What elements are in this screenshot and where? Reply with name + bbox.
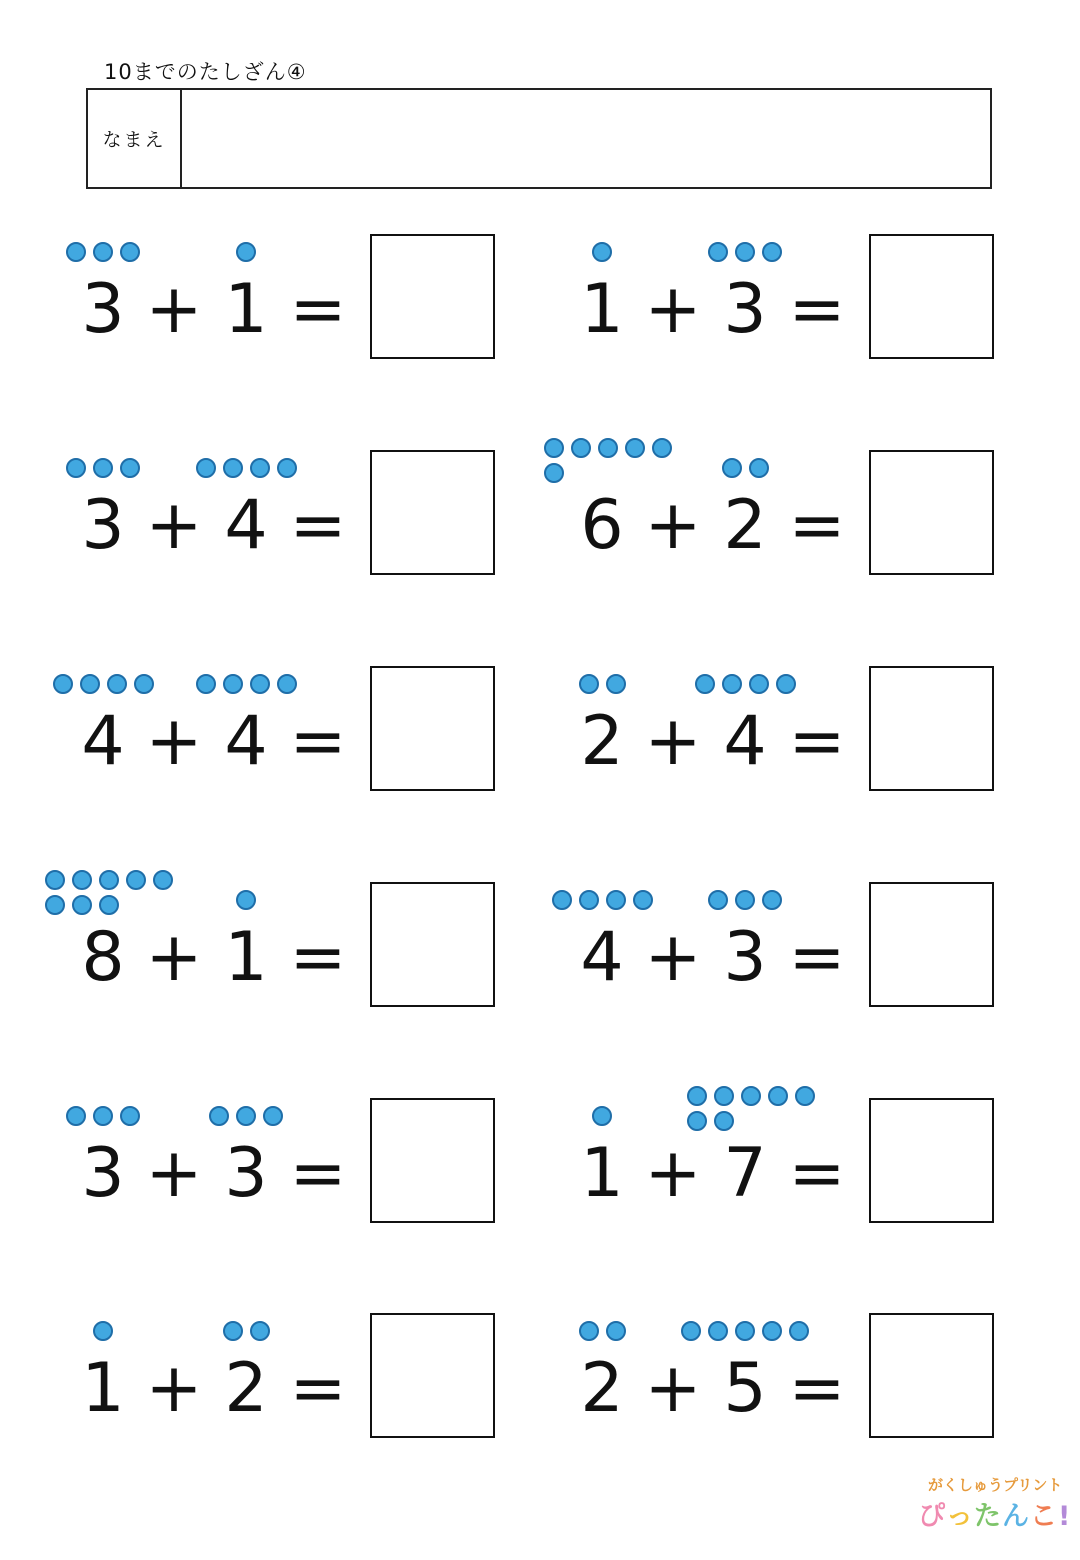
problem-2 xyxy=(559,220,1019,370)
problem-10 xyxy=(559,1084,1019,1234)
equals-sign: = xyxy=(289,270,347,349)
counting-dot xyxy=(735,1321,755,1341)
addend-b: 3 xyxy=(224,1134,268,1213)
plus-sign: + xyxy=(145,918,203,997)
addend-b: 2 xyxy=(723,486,767,565)
problem-5 xyxy=(60,652,520,802)
counting-dot xyxy=(263,1106,283,1126)
counting-dot xyxy=(571,438,591,458)
counting-dot xyxy=(236,1106,256,1126)
counting-dot xyxy=(592,1106,612,1126)
counting-dot xyxy=(250,674,270,694)
counting-dot xyxy=(153,870,173,890)
counting-dot xyxy=(45,895,65,915)
plus-sign: + xyxy=(145,486,203,565)
counting-dot xyxy=(80,674,100,694)
counting-dot xyxy=(708,1321,728,1341)
logo-char: こ xyxy=(1030,1501,1058,1532)
equals-sign: = xyxy=(788,1349,846,1428)
addend-a: 3 xyxy=(81,270,125,349)
counting-dot xyxy=(107,674,127,694)
equals-sign: = xyxy=(788,270,846,349)
addend-a: 1 xyxy=(580,1134,624,1213)
plus-sign: + xyxy=(145,270,203,349)
addend-a: 3 xyxy=(81,486,125,565)
addend-a: 2 xyxy=(580,1349,624,1428)
plus-sign: + xyxy=(145,1349,203,1428)
name-label: なまえ xyxy=(88,90,182,187)
answer-box[interactable] xyxy=(869,450,994,575)
counting-dot xyxy=(687,1111,707,1131)
counting-dot xyxy=(633,890,653,910)
counting-dot xyxy=(708,242,728,262)
counting-dot xyxy=(579,674,599,694)
equals-sign: = xyxy=(788,486,846,565)
addend-a: 3 xyxy=(81,1134,125,1213)
counting-dot xyxy=(695,674,715,694)
counting-dot xyxy=(762,1321,782,1341)
counting-dot xyxy=(236,242,256,262)
problem-1 xyxy=(60,220,520,370)
answer-box[interactable] xyxy=(370,234,495,359)
name-field[interactable] xyxy=(182,90,990,187)
counting-dot xyxy=(93,458,113,478)
name-box xyxy=(86,88,992,189)
addend-b: 3 xyxy=(723,918,767,997)
counting-dot xyxy=(223,458,243,478)
logo-char: ! xyxy=(1058,1501,1072,1532)
counting-dot xyxy=(552,890,572,910)
equals-sign: = xyxy=(289,702,347,781)
problem-7 xyxy=(60,868,520,1018)
counting-dot xyxy=(236,890,256,910)
counting-dot xyxy=(606,674,626,694)
counting-dot xyxy=(714,1086,734,1106)
plus-sign: + xyxy=(644,1349,702,1428)
addend-b: 2 xyxy=(224,1349,268,1428)
answer-box[interactable] xyxy=(869,234,994,359)
counting-dot xyxy=(681,1321,701,1341)
plus-sign: + xyxy=(644,1134,702,1213)
counting-dot xyxy=(223,674,243,694)
logo-wordmark xyxy=(918,1494,1071,1533)
counting-dot xyxy=(45,870,65,890)
equals-sign: = xyxy=(788,702,846,781)
counting-dot xyxy=(741,1086,761,1106)
counting-dot xyxy=(120,458,140,478)
plus-sign: + xyxy=(644,486,702,565)
equals-sign: = xyxy=(788,918,846,997)
logo-char: た xyxy=(974,1501,1002,1532)
logo-subtitle: がくしゅうプリント xyxy=(928,1476,1063,1494)
addend-a: 1 xyxy=(580,270,624,349)
addend-a: 1 xyxy=(81,1349,125,1428)
worksheet-title: 10までのたしざん④ xyxy=(104,60,307,84)
counting-dot xyxy=(714,1111,734,1131)
counting-dot xyxy=(544,463,564,483)
answer-box[interactable] xyxy=(869,666,994,791)
counting-dot xyxy=(126,870,146,890)
problem-3 xyxy=(60,436,520,586)
addend-a: 4 xyxy=(81,702,125,781)
counting-dot xyxy=(762,890,782,910)
equals-sign: = xyxy=(788,1134,846,1213)
pittanko-logo xyxy=(918,1470,1072,1532)
counting-dot xyxy=(66,458,86,478)
logo-char: ぴ xyxy=(918,1501,946,1532)
answer-box[interactable] xyxy=(370,1098,495,1223)
addend-b: 4 xyxy=(224,486,268,565)
logo-char: っ xyxy=(946,1501,974,1532)
problem-4 xyxy=(559,436,1019,586)
answer-box[interactable] xyxy=(869,882,994,1007)
problem-12 xyxy=(559,1299,1019,1449)
answer-box[interactable] xyxy=(370,1313,495,1438)
equals-sign: = xyxy=(289,486,347,565)
addend-a: 4 xyxy=(580,918,624,997)
answer-box[interactable] xyxy=(869,1098,994,1223)
addend-a: 6 xyxy=(580,486,624,565)
counting-dot xyxy=(598,438,618,458)
counting-dot xyxy=(120,1106,140,1126)
counting-dot xyxy=(277,458,297,478)
counting-dot xyxy=(735,242,755,262)
counting-dot xyxy=(93,1321,113,1341)
counting-dot xyxy=(795,1086,815,1106)
counting-dot xyxy=(722,674,742,694)
counting-dot xyxy=(250,458,270,478)
counting-dot xyxy=(196,458,216,478)
counting-dot xyxy=(93,242,113,262)
counting-dot xyxy=(223,1321,243,1341)
counting-dot xyxy=(762,242,782,262)
problem-9 xyxy=(60,1084,520,1234)
plus-sign: + xyxy=(644,270,702,349)
counting-dot xyxy=(544,438,564,458)
addend-b: 4 xyxy=(723,702,767,781)
counting-dot xyxy=(768,1086,788,1106)
equals-sign: = xyxy=(289,1349,347,1428)
counting-dot xyxy=(606,890,626,910)
addend-a: 2 xyxy=(580,702,624,781)
answer-box[interactable] xyxy=(370,882,495,1007)
equals-sign: = xyxy=(289,1134,347,1213)
counting-dot xyxy=(776,674,796,694)
plus-sign: + xyxy=(145,702,203,781)
counting-dot xyxy=(66,1106,86,1126)
counting-dot xyxy=(749,674,769,694)
counting-dot xyxy=(789,1321,809,1341)
addend-a: 8 xyxy=(81,918,125,997)
counting-dot xyxy=(735,890,755,910)
problem-11 xyxy=(60,1299,520,1449)
plus-sign: + xyxy=(145,1134,203,1213)
counting-dot xyxy=(209,1106,229,1126)
plus-sign: + xyxy=(644,702,702,781)
addend-b: 4 xyxy=(224,702,268,781)
problem-6 xyxy=(559,652,1019,802)
addend-b: 7 xyxy=(723,1134,767,1213)
counting-dot xyxy=(606,1321,626,1341)
counting-dot xyxy=(99,870,119,890)
logo-char: ん xyxy=(1002,1501,1030,1532)
plus-sign: + xyxy=(644,918,702,997)
addend-b: 5 xyxy=(723,1349,767,1428)
counting-dot xyxy=(53,674,73,694)
counting-dot xyxy=(708,890,728,910)
counting-dot xyxy=(196,674,216,694)
counting-dot xyxy=(579,890,599,910)
counting-dot xyxy=(93,1106,113,1126)
counting-dot xyxy=(652,438,672,458)
counting-dot xyxy=(120,242,140,262)
addend-b: 3 xyxy=(723,270,767,349)
counting-dot xyxy=(72,870,92,890)
counting-dot xyxy=(66,242,86,262)
problem-8 xyxy=(559,868,1019,1018)
answer-box[interactable] xyxy=(869,1313,994,1438)
equals-sign: = xyxy=(289,918,347,997)
counting-dot xyxy=(749,458,769,478)
counting-dot xyxy=(625,438,645,458)
counting-dot xyxy=(722,458,742,478)
answer-box[interactable] xyxy=(370,450,495,575)
counting-dot xyxy=(99,895,119,915)
answer-box[interactable] xyxy=(370,666,495,791)
counting-dot xyxy=(592,242,612,262)
counting-dot xyxy=(687,1086,707,1106)
counting-dot xyxy=(277,674,297,694)
addend-b: 1 xyxy=(224,918,268,997)
counting-dot xyxy=(250,1321,270,1341)
counting-dot xyxy=(134,674,154,694)
addend-b: 1 xyxy=(224,270,268,349)
counting-dot xyxy=(579,1321,599,1341)
counting-dot xyxy=(72,895,92,915)
